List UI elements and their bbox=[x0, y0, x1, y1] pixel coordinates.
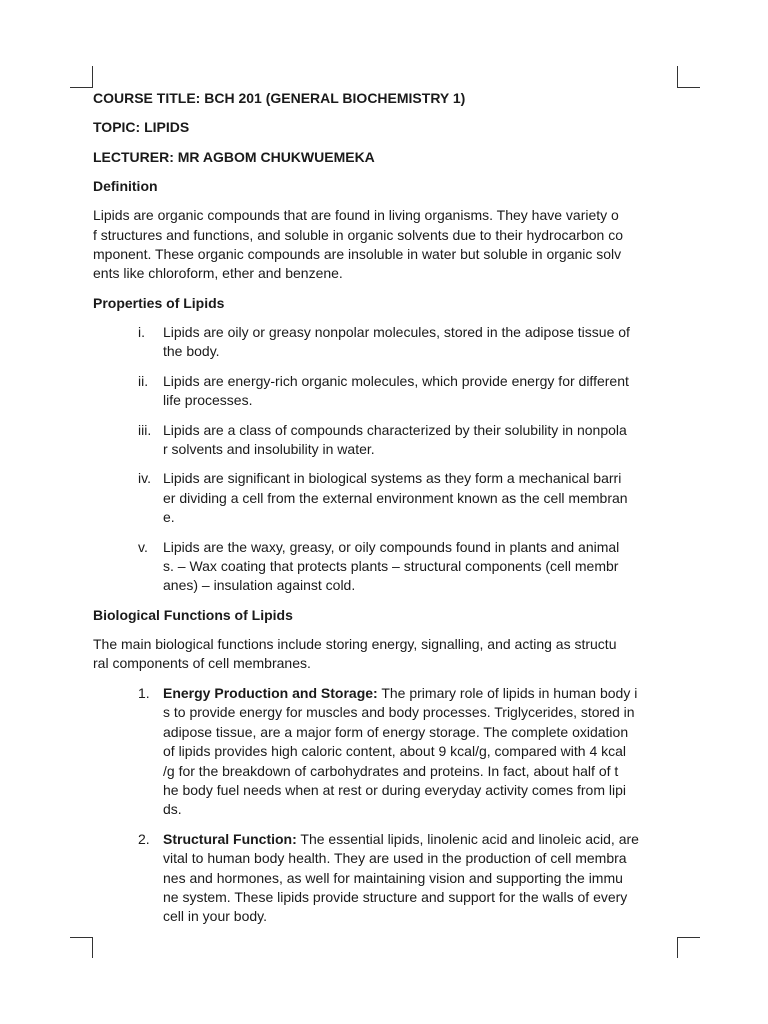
crop-mark-top-left-h bbox=[70, 87, 93, 88]
list-item-line: r solvents and insolubility in water. bbox=[163, 441, 375, 457]
list-marker: i. bbox=[138, 324, 145, 340]
definition-line: f structures and functions, and soluble in organic solvents due to their hydrocarbon co bbox=[93, 227, 623, 243]
crop-mark-bottom-right-v bbox=[677, 937, 678, 958]
list-item-line: Lipids are a class of compounds characterized by their solubility in nonpola bbox=[163, 422, 627, 438]
definition-line: ents like chloroform, ether and benzene. bbox=[93, 265, 343, 281]
function-text: The essential lipids, linolenic acid and linoleic acid, are bbox=[296, 831, 639, 847]
list-marker: 1. bbox=[138, 685, 150, 701]
list-item-line bbox=[163, 683, 637, 703]
list-marker: ii. bbox=[138, 373, 149, 389]
list-marker: iii. bbox=[138, 422, 152, 438]
list-item-line: ne system. These lipids provide structure and support for the walls of every bbox=[163, 889, 628, 905]
list-item-line: s to provide energy for muscles and body processes. Triglycerides, stored in bbox=[163, 704, 635, 720]
list-marker: v. bbox=[138, 539, 148, 555]
list-item-line: anes) – insulation against cold. bbox=[163, 577, 356, 593]
definition-line: Lipids are organic compounds that are found in living organisms. They have variety o bbox=[93, 207, 619, 223]
crop-mark-bottom-left-v bbox=[92, 937, 93, 958]
functions-intro-line: ral components of cell membranes. bbox=[93, 655, 311, 671]
crop-mark-top-right-v bbox=[677, 66, 678, 87]
course-title: COURSE TITLE: BCH 201 (GENERAL BIOCHEMISTRY 1) bbox=[93, 90, 466, 106]
list-item-line: cell in your body. bbox=[163, 908, 268, 924]
crop-mark-bottom-left-h bbox=[70, 937, 93, 938]
list-item-line: of lipids provides high caloric content, about 9 kcal/g, compared with 4 kcal bbox=[163, 743, 627, 759]
crop-mark-top-left-v bbox=[92, 66, 93, 87]
list-item-line: Lipids are the waxy, greasy, or oily compounds found in plants and animal bbox=[163, 539, 620, 555]
list-item-line: the body. bbox=[163, 343, 220, 359]
list-item-line: nes and hormones, as well for maintaining vision and supporting the immu bbox=[163, 870, 623, 886]
list-item-line: Lipids are energy-rich organic molecules, which provide energy for different bbox=[163, 373, 629, 389]
functions-intro-line: The main biological functions include storing energy, signalling, and acting as structu bbox=[93, 636, 617, 652]
list-item-line: adipose tissue, are a major form of energy storage. The complete oxidation bbox=[163, 724, 629, 740]
list-item-line bbox=[163, 829, 639, 849]
function-title: Structural Function: bbox=[163, 831, 297, 847]
lecturer-name: LECTURER: MR AGBOM CHUKWUEMEKA bbox=[93, 149, 375, 165]
function-title: Energy Production and Storage: bbox=[163, 685, 378, 701]
list-item-line: he body fuel needs when at rest or during everyday activity comes from lipi bbox=[163, 782, 627, 798]
list-marker: iv. bbox=[138, 470, 151, 486]
definition-heading: Definition bbox=[93, 178, 158, 194]
list-item-line: Lipids are significant in biological systems as they form a mechanical barri bbox=[163, 470, 622, 486]
list-marker: 2. bbox=[138, 831, 150, 847]
list-item-line: s. – Wax coating that protects plants – structural components (cell membr bbox=[163, 558, 619, 574]
list-item-line: e. bbox=[163, 509, 175, 525]
list-item-line: life processes. bbox=[163, 392, 253, 408]
list-item-line: /g for the breakdown of carbohydrates and proteins. In fact, about half of t bbox=[163, 763, 619, 779]
functions-heading: Biological Functions of Lipids bbox=[93, 607, 293, 623]
properties-heading: Properties of Lipids bbox=[93, 295, 225, 311]
function-text: The primary role of lipids in human body i bbox=[377, 685, 638, 701]
definition-line: mponent. These organic compounds are insoluble in water but soluble in organic solv bbox=[93, 246, 622, 262]
list-item-line: vital to human body health. They are used in the production of cell membra bbox=[163, 850, 627, 866]
list-item-line: Lipids are oily or greasy nonpolar molecules, stored in the adipose tissue of bbox=[163, 324, 630, 340]
crop-mark-top-right-h bbox=[677, 87, 700, 88]
list-item-line: ds. bbox=[163, 801, 182, 817]
topic-title: TOPIC: LIPIDS bbox=[93, 119, 190, 135]
crop-mark-bottom-right-h bbox=[677, 937, 700, 938]
list-item-line: er dividing a cell from the external environment known as the cell membran bbox=[163, 490, 628, 506]
